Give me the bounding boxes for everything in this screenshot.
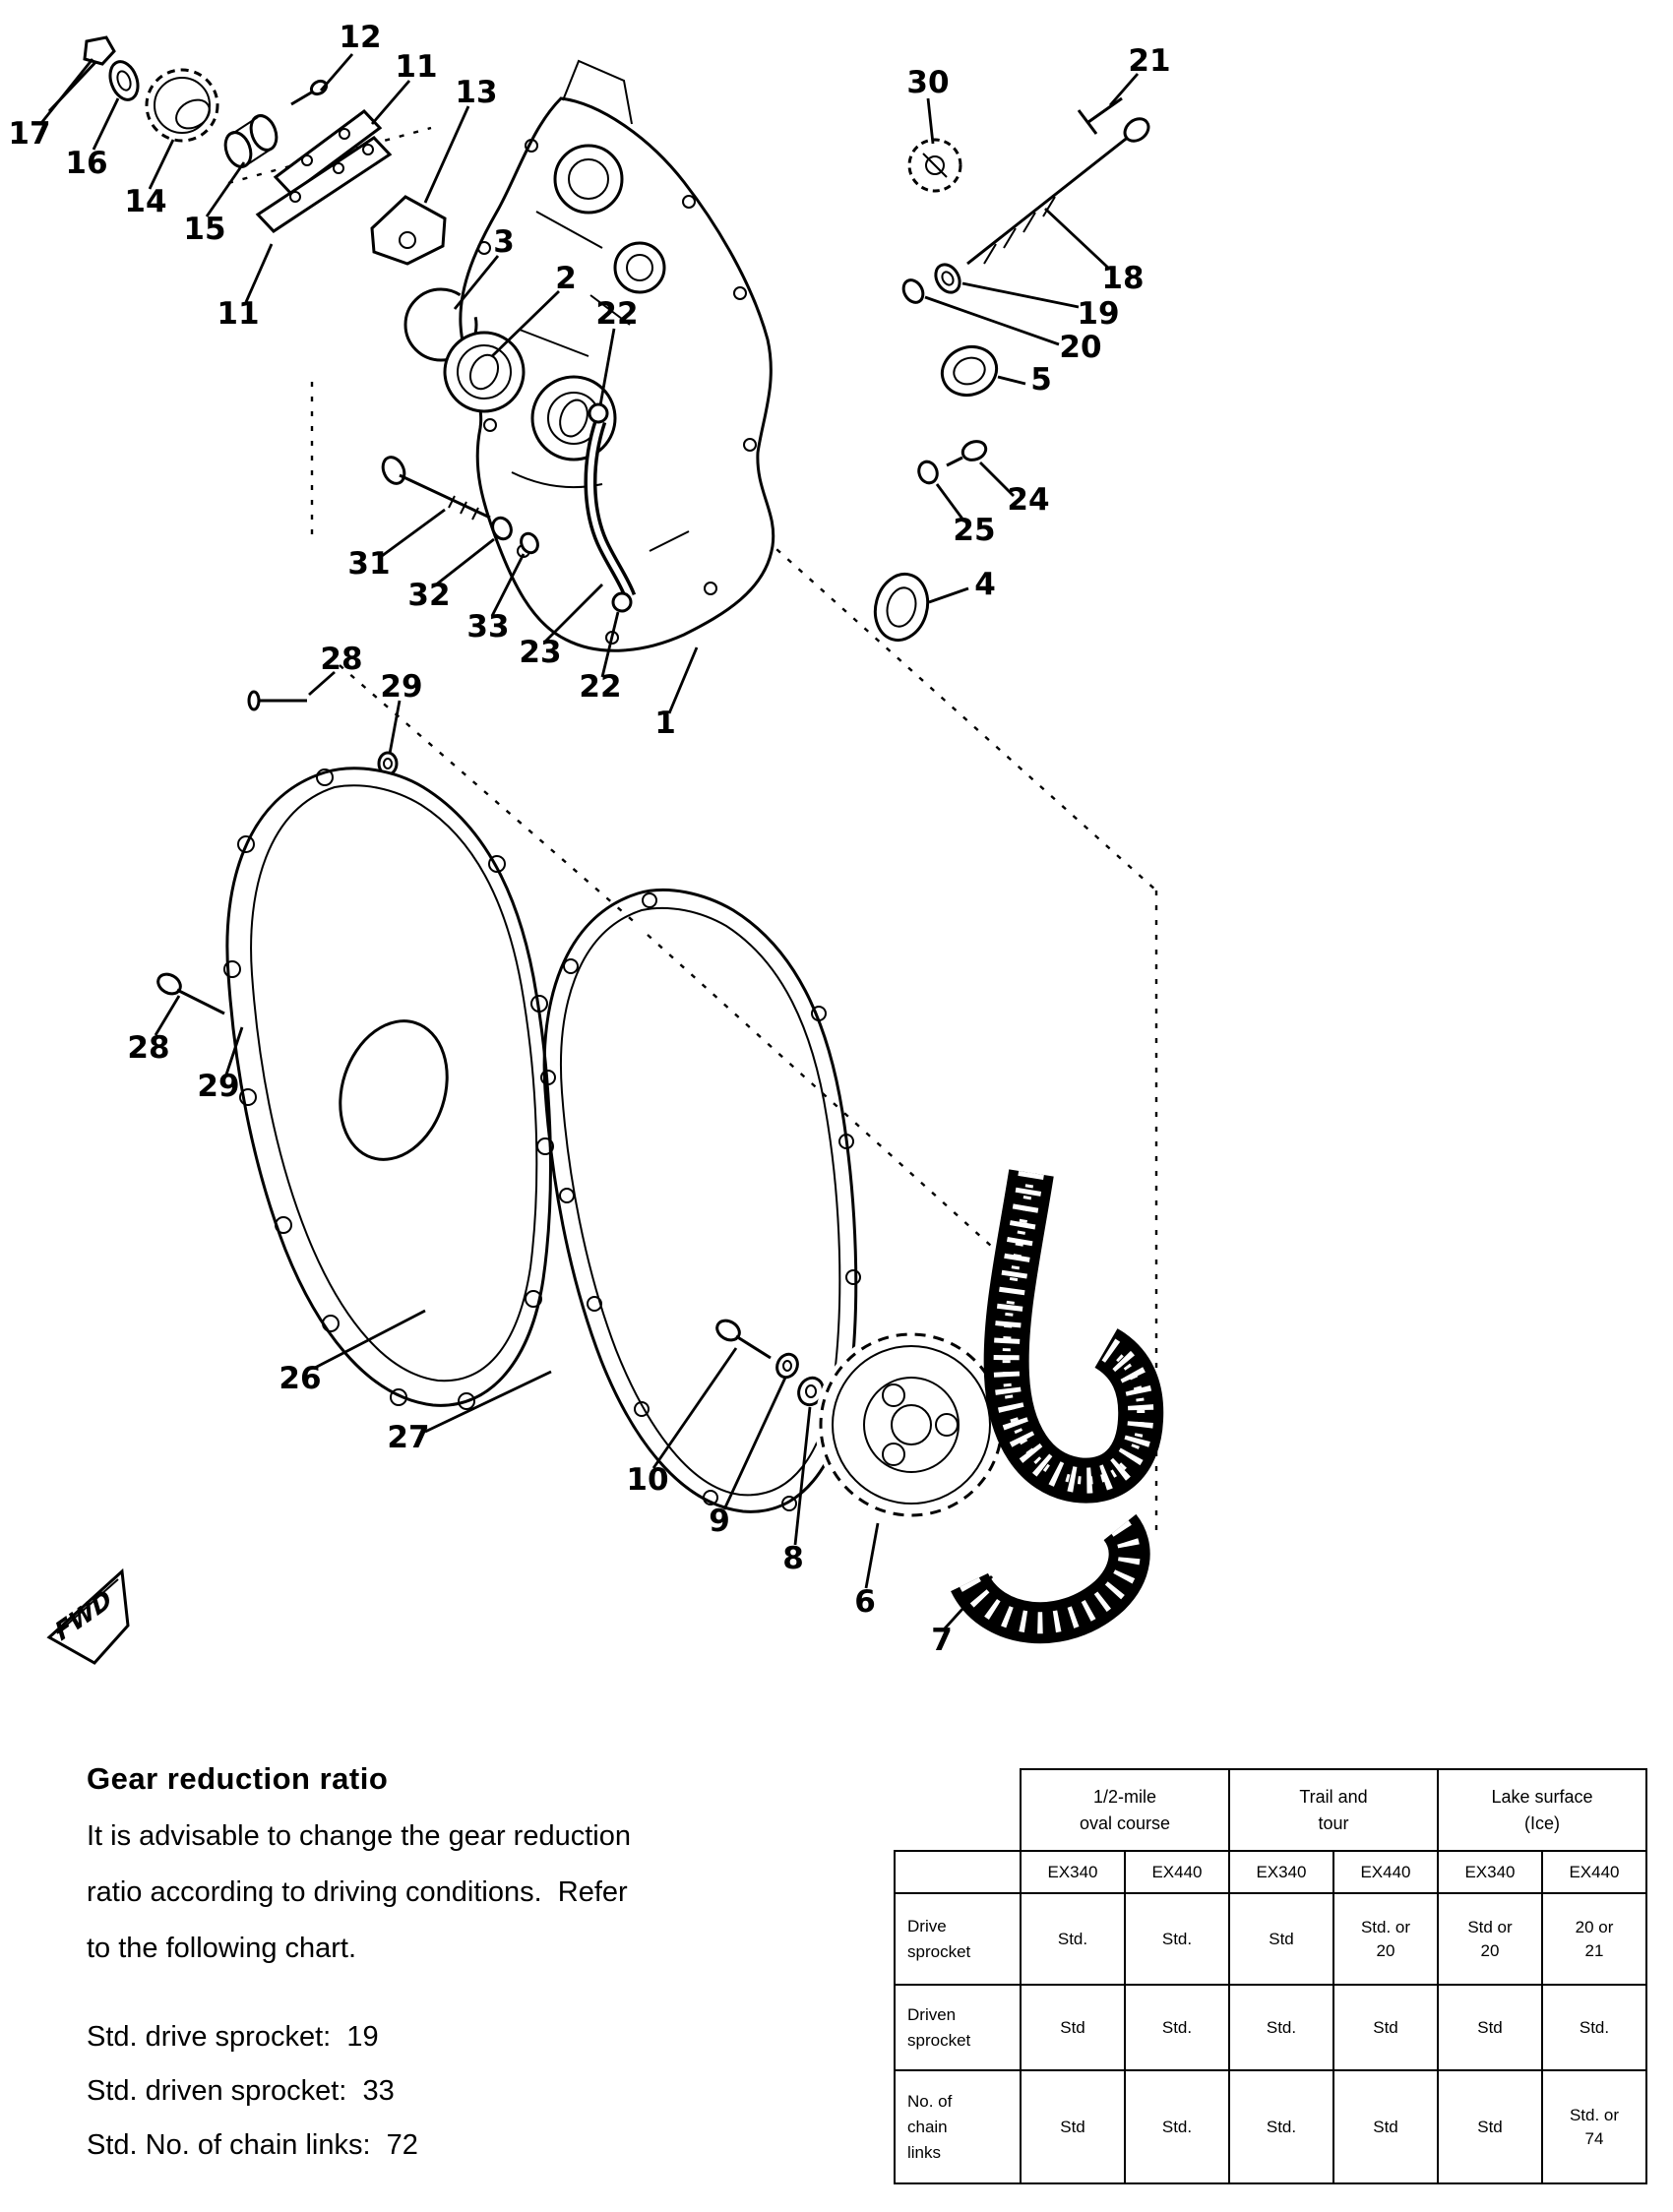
part-number-10: 10 bbox=[626, 1462, 669, 1498]
washer-25 bbox=[916, 460, 940, 486]
part-number-11: 11 bbox=[217, 296, 260, 332]
bolt-18 bbox=[967, 114, 1152, 264]
part-number-17: 17 bbox=[8, 116, 51, 152]
sprocket-fasteners bbox=[713, 1317, 828, 1409]
part-number-23: 23 bbox=[519, 635, 562, 670]
bolt-10-shaft bbox=[736, 1336, 771, 1358]
part-number-11: 11 bbox=[395, 49, 438, 85]
part-number-2: 2 bbox=[555, 261, 577, 296]
part-number-28: 28 bbox=[320, 642, 363, 677]
part-number-6: 6 bbox=[854, 1584, 876, 1620]
part-number-21: 21 bbox=[1128, 43, 1171, 79]
part-number-12: 12 bbox=[339, 20, 382, 55]
bearing-2 bbox=[445, 333, 524, 411]
part-number-26: 26 bbox=[279, 1361, 322, 1396]
part-number-28: 28 bbox=[127, 1030, 170, 1066]
group-header-line: (Ice) bbox=[1524, 1813, 1560, 1833]
group-header-line: oval course bbox=[1079, 1813, 1171, 1833]
bolt-31-head bbox=[379, 454, 408, 487]
table-cell: Std. or 20 bbox=[1333, 1893, 1438, 1985]
fitting-22-top bbox=[589, 404, 607, 422]
chaincase-cover-26 bbox=[224, 768, 553, 1409]
group-header-lake-surface bbox=[1438, 1769, 1646, 1851]
row-label-drive-sprocket: Drive sprocket bbox=[895, 1893, 1021, 1985]
tensioner-plates-11 bbox=[258, 111, 390, 231]
gear-reduction-notes bbox=[87, 1761, 756, 2173]
model-header: EX340 bbox=[1229, 1851, 1333, 1893]
model-header: EX440 bbox=[1542, 1851, 1646, 1893]
table-cell: Std bbox=[1438, 1985, 1542, 2070]
cover-gasket-27 bbox=[541, 890, 860, 1511]
table-cell: Std bbox=[1021, 1985, 1125, 2070]
part-number-29: 29 bbox=[380, 669, 423, 705]
group-header-trail-tour bbox=[1229, 1769, 1438, 1851]
part-number-18: 18 bbox=[1101, 261, 1145, 296]
model-header: EX440 bbox=[1125, 1851, 1229, 1893]
part-number-4: 4 bbox=[974, 567, 996, 602]
table-cell: Std bbox=[1333, 2070, 1438, 2183]
fwd-label: FWD bbox=[50, 1583, 117, 1647]
table-cell: Std or 20 bbox=[1438, 1893, 1542, 1985]
group-header-line: 1/2-mile bbox=[1092, 1786, 1157, 1807]
table-cell: 20 or 21 bbox=[1542, 1893, 1646, 1985]
part-number-22: 22 bbox=[579, 669, 622, 705]
notes-standard-values bbox=[87, 2010, 756, 2173]
right-side-parts bbox=[868, 98, 1152, 646]
fitting-22-bottom bbox=[613, 593, 631, 611]
part-number-7: 7 bbox=[931, 1623, 953, 1658]
fwd-flag bbox=[49, 1571, 128, 1663]
part-number-15: 15 bbox=[183, 212, 226, 247]
drive-chain-7 bbox=[969, 1173, 1141, 1623]
washer-9 bbox=[774, 1351, 801, 1381]
washer-16 bbox=[105, 58, 143, 103]
bolt-28-head bbox=[155, 970, 184, 998]
table-cell: Std bbox=[1333, 1985, 1438, 2070]
part-number-33: 33 bbox=[466, 609, 510, 645]
std-drive-sprocket: Std. drive sprocket: 19 bbox=[87, 2021, 379, 2053]
pump-gear-30 bbox=[905, 136, 964, 195]
table-cell: Std bbox=[1021, 2070, 1125, 2183]
part-number-1: 1 bbox=[654, 706, 676, 741]
group-header-line: Lake surface bbox=[1491, 1786, 1593, 1807]
bolt-24 bbox=[947, 438, 988, 465]
part-number-14: 14 bbox=[124, 184, 167, 219]
table-corner-blank bbox=[895, 1769, 1021, 1851]
table-cell: Std. bbox=[1542, 1985, 1646, 2070]
washer-19 bbox=[931, 261, 964, 297]
model-header: EX340 bbox=[1021, 1851, 1125, 1893]
block-13 bbox=[372, 197, 445, 264]
model-header: EX340 bbox=[1438, 1851, 1542, 1893]
table-cell: Std. or 74 bbox=[1542, 2070, 1646, 2183]
bolt-12 bbox=[291, 79, 329, 104]
part-number-25: 25 bbox=[953, 513, 996, 548]
part-number-22: 22 bbox=[595, 296, 639, 332]
table-cell: Std. bbox=[1125, 2070, 1229, 2183]
group-header-line: Trail and bbox=[1299, 1786, 1368, 1807]
part-number-24: 24 bbox=[1007, 482, 1050, 518]
part-number-13: 13 bbox=[455, 75, 498, 110]
notes-body bbox=[87, 1809, 756, 1977]
bolt-17 bbox=[85, 37, 114, 64]
table-cell: Std bbox=[1229, 1893, 1333, 1985]
table-cell: Std. bbox=[1229, 1985, 1333, 2070]
table-cell: Std. bbox=[1125, 1893, 1229, 1985]
driven-sprocket-6 bbox=[815, 1328, 1008, 1521]
part-number-32: 32 bbox=[407, 578, 451, 613]
washer-20 bbox=[899, 276, 927, 306]
std-driven-sprocket: Std. driven sprocket: 33 bbox=[87, 2075, 395, 2107]
gear-ratio-table bbox=[894, 1768, 1647, 2184]
part-number-19: 19 bbox=[1077, 296, 1120, 332]
table-empty-cell bbox=[895, 1851, 1021, 1893]
notes-body-line: ratio according to driving conditions. Refer bbox=[87, 1876, 628, 1908]
bolt-10-head bbox=[713, 1317, 743, 1344]
table-cell: Std. bbox=[1125, 1985, 1229, 2070]
row-label-driven-sprocket: Driven sprocket bbox=[895, 1985, 1021, 2070]
std-chain-links: Std. No. of chain links: 72 bbox=[87, 2129, 418, 2161]
part-number-30: 30 bbox=[906, 65, 950, 100]
notes-heading: Gear reduction ratio bbox=[87, 1761, 389, 1796]
table-cell: Std. bbox=[1229, 2070, 1333, 2183]
oil-seal-4 bbox=[868, 568, 935, 645]
table-cell: Std. bbox=[1021, 1893, 1125, 1985]
group-header-line: tour bbox=[1318, 1813, 1349, 1833]
model-header: EX440 bbox=[1333, 1851, 1438, 1893]
notes-body-line: to the following chart. bbox=[87, 1933, 357, 1964]
oil-seal-5 bbox=[935, 339, 1003, 402]
part-number-16: 16 bbox=[65, 146, 108, 181]
notes-body-line: It is advisable to change the gear reduction bbox=[87, 1820, 631, 1852]
part-number-3: 3 bbox=[493, 224, 515, 260]
part-number-8: 8 bbox=[782, 1541, 804, 1576]
table-cell: Std bbox=[1438, 2070, 1542, 2183]
group-header-oval-course bbox=[1021, 1769, 1229, 1851]
part-number-5: 5 bbox=[1030, 362, 1052, 398]
collar-15 bbox=[221, 112, 281, 170]
part-number-27: 27 bbox=[387, 1420, 430, 1455]
drive-axle-parts bbox=[49, 37, 445, 264]
gear-14 bbox=[143, 66, 221, 145]
bolt-28-shaft bbox=[177, 990, 224, 1014]
row-label-chain-links: No. of chain links bbox=[895, 2070, 1021, 2183]
bolt-21 bbox=[1079, 98, 1122, 134]
part-number-20: 20 bbox=[1059, 330, 1102, 365]
part-number-9: 9 bbox=[709, 1504, 730, 1539]
part-number-29: 29 bbox=[197, 1069, 240, 1104]
part-number-31: 31 bbox=[347, 546, 391, 582]
